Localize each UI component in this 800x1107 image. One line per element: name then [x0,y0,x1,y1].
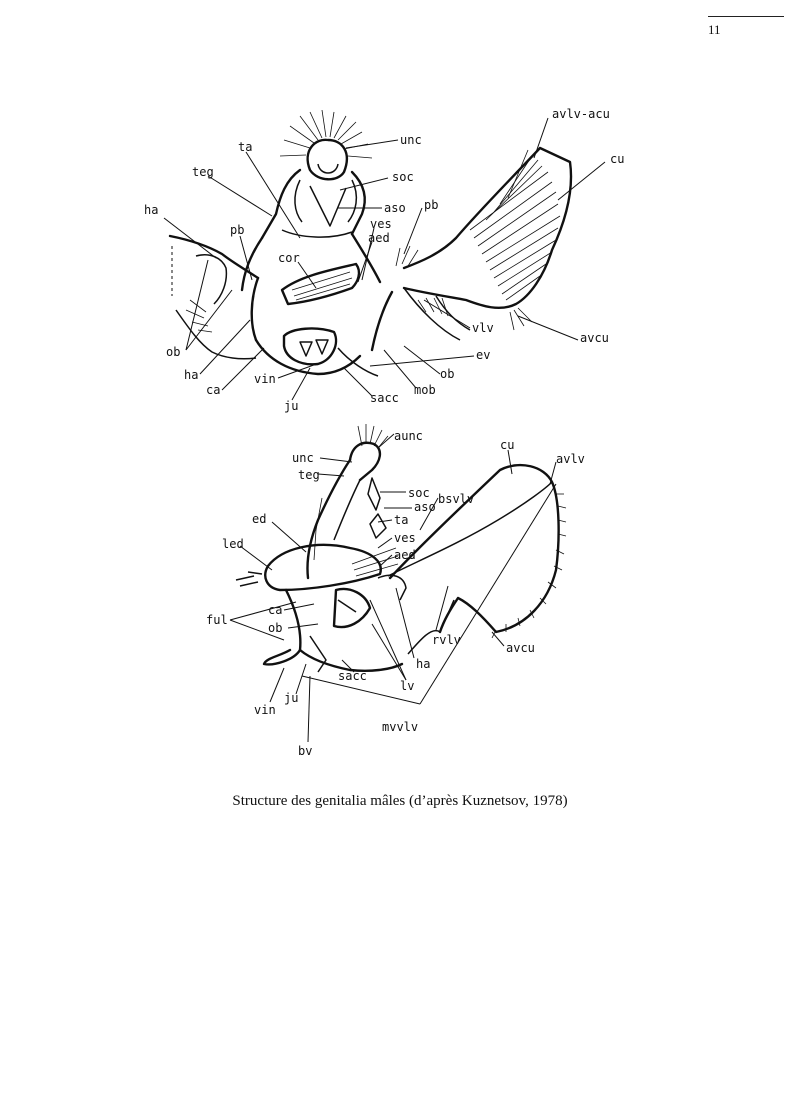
label-ju-lower: ju [284,691,299,705]
label-rvlv: rvlv [432,633,461,647]
label-ta-lower: ta [394,513,409,527]
label-ful: ful [206,613,228,627]
label-ves: ves [370,217,392,231]
label-aed-lower: aed [394,548,416,562]
label-cu: cu [610,152,625,166]
label-ev: ev [476,348,491,362]
label-vlv: vlv [472,321,494,335]
label-ob-left: ob [166,345,181,359]
label-sacc-lower: sacc [338,669,367,683]
label-aunc: aunc [394,429,423,443]
label-sacc: sacc [370,391,399,405]
label-mvvlv: mvvlv [382,720,419,734]
label-ves-lower: ves [394,531,416,545]
label-cu-lower: cu [500,438,515,452]
label-avlv-acu: avlv-acu [552,107,610,121]
label-ha-lower-fig: ha [416,657,431,671]
label-unc: unc [400,133,422,147]
label-pb-left: pb [230,223,245,237]
label-bsvlv: bsvlv [438,492,475,506]
bottom-labels [206,429,585,758]
label-vin: vin [254,372,276,386]
label-ha: ha [144,203,159,217]
label-ob-right: ob [440,367,455,381]
label-ca-lower: ca [268,603,283,617]
label-ob-lower: ob [268,621,283,635]
label-teg: teg [192,165,214,179]
bottom-leader-lines [230,434,556,742]
label-avlv: avlv [556,452,585,466]
label-soc-lower: soc [408,486,430,500]
label-bv: bv [298,744,313,758]
label-aso: aso [384,201,406,215]
label-ju: ju [284,399,299,413]
label-avcu-lower: avcu [506,641,535,655]
label-aed: aed [368,231,390,245]
label-unc-lower: unc [292,451,314,465]
label-aso-lower: aso [414,500,436,514]
label-ed: ed [252,512,267,526]
page-number: 11 [708,22,721,37]
figure-caption: Structure des genitalia mâles (d’après Kuznetsov, 1978) [232,793,568,809]
label-mob: mob [414,383,436,397]
label-ca: ca [206,383,221,397]
label-vin-lower: vin [254,703,276,717]
label-ta: ta [238,140,253,154]
label-ha-lower: ha [184,368,199,382]
label-lv: lv [400,679,415,693]
label-avcu: avcu [580,331,609,345]
label-cor: cor [278,251,300,265]
label-pb: pb [424,198,439,212]
label-led: led [222,537,244,551]
label-teg-lower: teg [298,468,320,482]
label-soc: soc [392,170,414,184]
